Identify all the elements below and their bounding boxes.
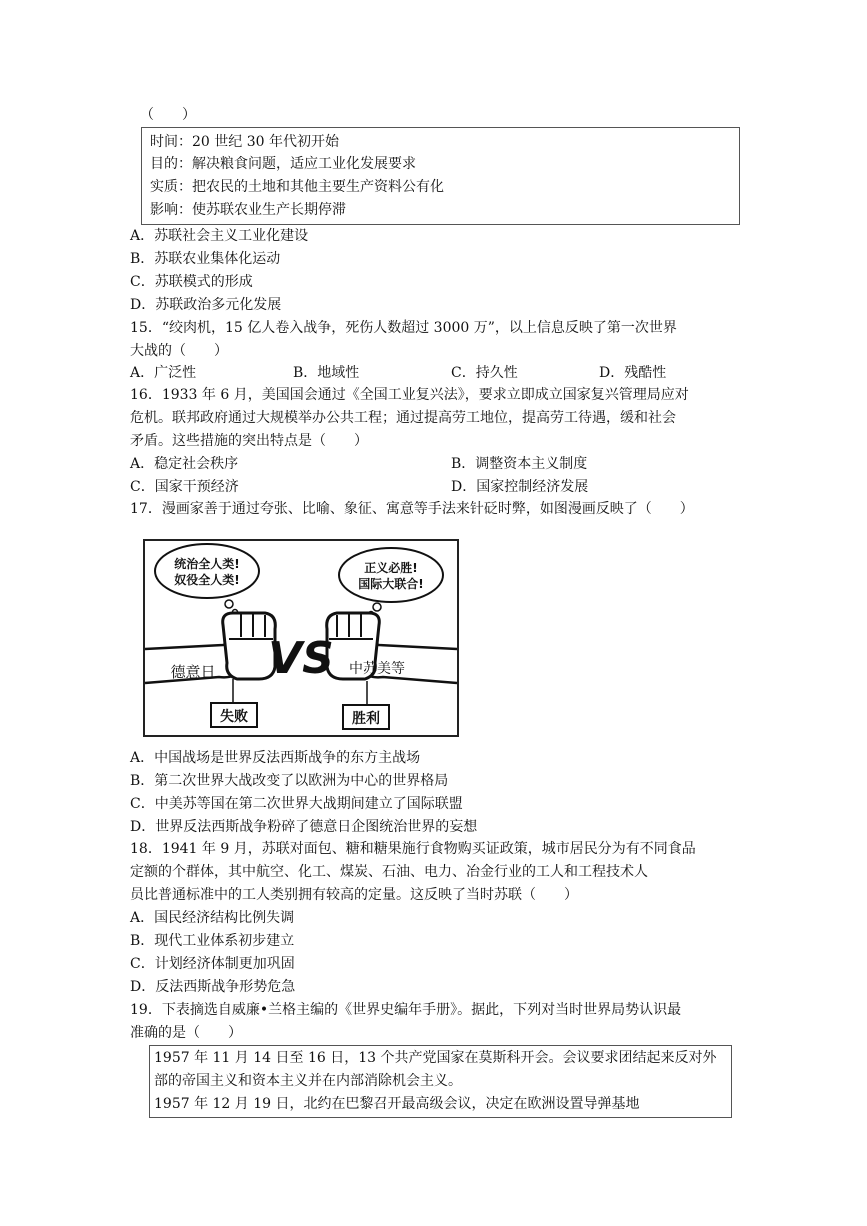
q19-stem-cont: 准确的是（ ） xyxy=(130,1025,242,1041)
q15-option-a[interactable]: A．广泛性 xyxy=(130,365,197,381)
left-bubble-text-2: 奴役全人类! xyxy=(174,573,240,587)
right-tag-label: 胜利 xyxy=(352,711,380,727)
q15-stem: 15．“绞肉机，15 亿人卷入战争，死伤人数超过 3000 万”，以上信息反映了第一次世界 xyxy=(130,320,677,336)
q15-option-b[interactable]: B．地域性 xyxy=(293,365,360,381)
right-arm-label: 中苏美等 xyxy=(349,661,405,677)
q18-stem: 18．1941 年 9 月，苏联对面包、糖和糖果施行食物购买证政策，城市居民分为有不同食品 xyxy=(130,841,696,857)
q15-stem-cont: 大战的（ ） xyxy=(130,343,228,359)
q14-box-line: 目的：解决粮食问题，适应工业化发展要求 xyxy=(150,156,416,172)
q16-option-c[interactable]: C．国家干预经济 xyxy=(130,479,239,495)
q14-box-line: 实质：把农民的土地和其他主要生产资料公有化 xyxy=(150,179,444,195)
q17-cartoon xyxy=(143,539,459,737)
q18-option-a[interactable]: A．国民经济结构比例失调 xyxy=(130,910,295,926)
q17-option-b[interactable]: B．第二次世界大战改变了以欧洲为中心的世界格局 xyxy=(130,773,449,789)
q17-option-d[interactable]: D．世界反法西斯战争粉碎了德意日企图统治世界的妄想 xyxy=(130,819,478,835)
q14-info-box xyxy=(141,127,740,225)
right-bubble-text-2: 国际大联合! xyxy=(358,577,424,591)
q14-option-c[interactable]: C．苏联模式的形成 xyxy=(130,274,253,290)
q16-option-d[interactable]: D．国家控制经济发展 xyxy=(451,479,589,495)
q14-box-line: 时间：20 世纪 30 年代初开始 xyxy=(150,134,339,150)
q19-excerpt-box xyxy=(149,1045,732,1118)
q15-option-d[interactable]: D．残酷性 xyxy=(599,365,667,381)
q15-option-c[interactable]: C．持久性 xyxy=(451,365,518,381)
vs-text: VS xyxy=(268,633,334,684)
q18-option-b[interactable]: B．现代工业体系初步建立 xyxy=(130,933,295,949)
q14-answer-paren: （ ） xyxy=(140,107,196,123)
q14-box-line: 影响：使苏联农业生产长期停滞 xyxy=(150,202,346,218)
q18-stem-cont: 定额的个群体，其中航空、化工、煤炭、石油、电力、冶金行业的工人和工程技术人 xyxy=(130,864,648,880)
left-thought-bubble xyxy=(155,544,259,598)
q19-box-line: 1957 年 11 月 14 日至 16 日，13 个共产党国家在莫斯科开会。会议要求团结起来反对外 xyxy=(154,1050,717,1066)
q19-stem: 19．下表摘选自威廉•兰格主编的《世界史编年手册》。据此，下列对当时世界局势认识最 xyxy=(130,1002,682,1018)
q19-box-line: 1957 年 12 月 19 日，北约在巴黎召开最高级会议，决定在欧洲设置导弹基地 xyxy=(154,1096,640,1112)
left-arm-label: 德意日 xyxy=(170,663,216,681)
q14-option-d[interactable]: D．苏联政治多元化发展 xyxy=(130,297,282,313)
q14-option-a[interactable]: A．苏联社会主义工业化建设 xyxy=(130,228,309,244)
q17-option-a[interactable]: A．中国战场是世界反法西斯战争的东方主战场 xyxy=(130,750,421,766)
q17-option-c[interactable]: C．中美苏等国在第二次世界大战期间建立了国际联盟 xyxy=(130,796,463,812)
q16-option-a[interactable]: A．稳定社会秩序 xyxy=(130,456,239,472)
q18-stem-cont: 员比普通标准中的工人类别拥有较高的定量。这反映了当时苏联（ ） xyxy=(130,887,578,903)
right-thought-bubble xyxy=(339,548,443,602)
q19-box-line: 部的帝国主义和资本主义并在内部消除机会主义。 xyxy=(154,1073,462,1089)
q18-option-c[interactable]: C．计划经济体制更加巩固 xyxy=(130,956,295,972)
q16-stem: 16．1933 年 6 月，美国国会通过《全国工业复兴法》，要求立即成立国家复兴管理局应对 xyxy=(130,387,689,403)
left-tag-label: 失败 xyxy=(220,709,248,725)
cartoon-drawing xyxy=(145,541,457,735)
q17-stem: 17．漫画家善于通过夸张、比喻、象征、寓意等手法来针砭时弊，如图漫画反映了（ ） xyxy=(130,501,694,517)
q18-option-d[interactable]: D．反法西斯战争形势危急 xyxy=(130,979,296,995)
q16-stem-cont: 危机。联邦政府通过大规模举办公共工程；通过提高劳工地位，提高劳工待遇，缓和社会 xyxy=(130,410,676,426)
q16-option-b[interactable]: B．调整资本主义制度 xyxy=(451,456,588,472)
left-bubble-text-1: 统治全人类! xyxy=(174,557,240,571)
q14-option-b[interactable]: B．苏联农业集体化运动 xyxy=(130,251,281,267)
right-bubble-text-1: 正义必胜! xyxy=(364,561,418,575)
q16-stem-cont: 矛盾。这些措施的突出特点是（ ） xyxy=(130,433,368,449)
